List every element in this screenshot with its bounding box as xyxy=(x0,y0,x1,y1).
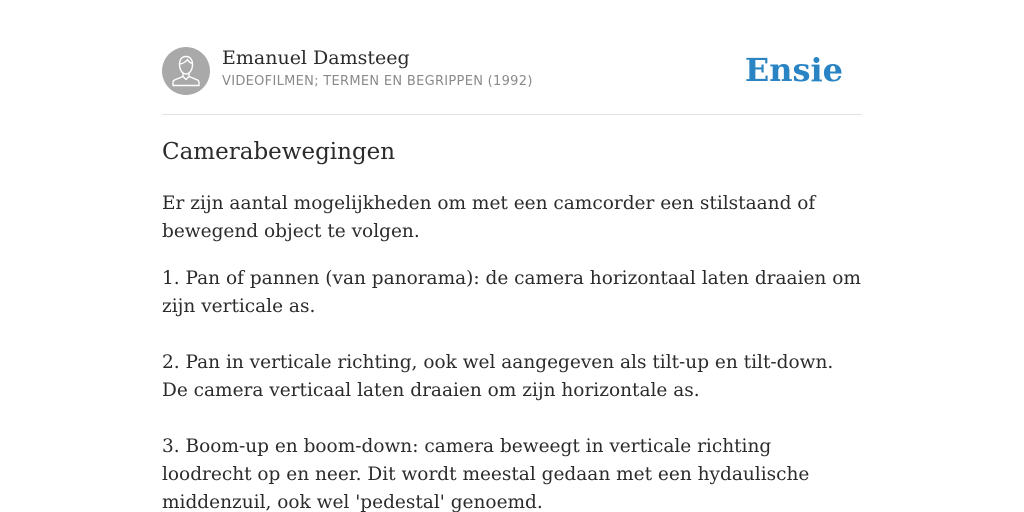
article-header xyxy=(162,46,862,115)
source-title[interactable]: VIDEOFILMEN; TERMEN EN BEGRIPPEN (1992) xyxy=(222,74,533,89)
author-avatar[interactable] xyxy=(162,47,210,95)
author-name[interactable]: Emanuel Damsteeg xyxy=(222,47,410,69)
paragraph-pan: 1. Pan of pannen (van panorama): de camera horizontaal laten draaien om zijn verticale as. xyxy=(162,268,861,317)
article-title: Camerabewegingen xyxy=(162,139,396,165)
ensie-logo[interactable]: Ensie xyxy=(744,51,843,89)
user-silhouette-icon xyxy=(162,47,210,95)
article-content xyxy=(162,134,864,512)
paragraph-boom: 3. Boom-up en boom-down: camera beweegt in verticale richting loodrecht op en neer. Dit wordt meestal gedaan met een hydaulische middenzuil, ook wel 'pedestal' genoemd. xyxy=(162,436,810,512)
paragraph-tilt: 2. Pan in verticale richting, ook wel aangegeven als tilt-up en tilt-down. De camera verticaal laten draaien om zijn horizontale as. xyxy=(162,352,834,401)
paragraph-intro: Er zijn aantal mogelijkheden om met een camcorder een stilstaand of bewegend object te volgen. xyxy=(162,193,816,242)
